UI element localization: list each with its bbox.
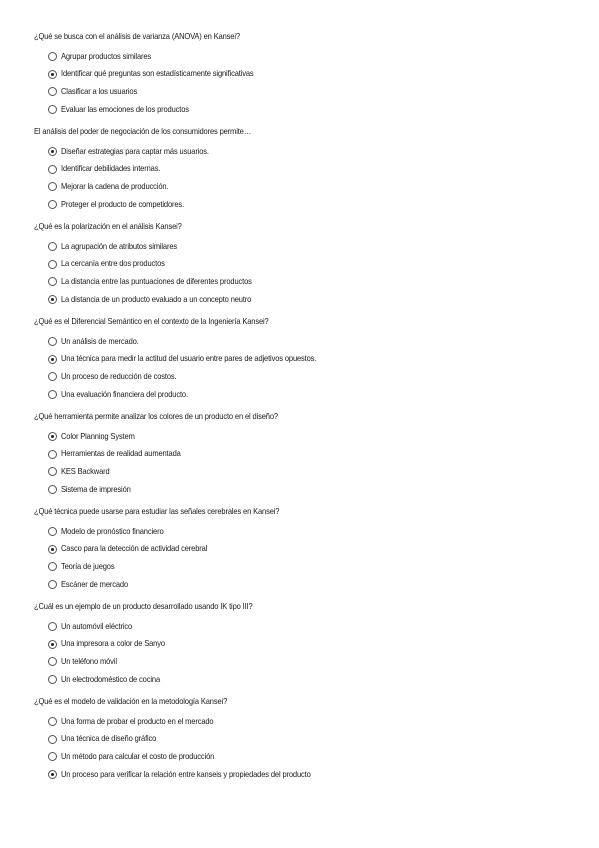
answer-option-label: Una técnica de diseño gráfico: [61, 734, 157, 744]
radio-checked-icon[interactable]: [48, 355, 57, 364]
answer-option-label: Un análisis de mercado.: [61, 336, 139, 346]
radio-unchecked-icon[interactable]: [48, 467, 57, 476]
answer-option-label: Un electrodoméstico de cocina: [61, 674, 161, 684]
answer-option-label: Sistema de impresión: [61, 484, 131, 494]
answer-option[interactable]: [48, 541, 579, 559]
question-text: El análisis del poder de negociación de los consumidores permite…: [34, 127, 252, 136]
answer-option[interactable]: [48, 333, 579, 351]
answer-option[interactable]: [48, 463, 579, 481]
radio-checked-icon[interactable]: [48, 545, 57, 554]
answer-option[interactable]: [48, 351, 579, 369]
answer-option[interactable]: [48, 83, 579, 101]
question-block: [34, 506, 579, 601]
answer-option-label: Una técnica para medir la actitud del usuario entre pares de adjetivos opuestos.: [61, 354, 317, 364]
radio-unchecked-icon[interactable]: [48, 657, 57, 666]
radio-checked-icon[interactable]: [48, 770, 57, 779]
radio-unchecked-icon[interactable]: [48, 485, 57, 494]
answer-option[interactable]: [48, 766, 579, 784]
answer-option-label: Modelo de pronóstico financiero: [61, 526, 164, 536]
radio-unchecked-icon[interactable]: [48, 277, 57, 286]
answer-option-label: Una impresora a color de Sanyo: [61, 639, 165, 649]
answer-option-label: Casco para la detección de actividad cerebral: [61, 544, 208, 554]
answer-option[interactable]: [48, 386, 579, 404]
radio-unchecked-icon[interactable]: [48, 717, 57, 726]
answer-option[interactable]: [48, 731, 579, 749]
radio-unchecked-icon[interactable]: [48, 372, 57, 381]
answer-option-label: Un proceso para verificar la relación entre kanseis y propiedades del producto: [61, 769, 311, 779]
radio-unchecked-icon[interactable]: [48, 52, 57, 61]
answer-option-label: Agrupar productos similares: [61, 51, 152, 61]
question-text: ¿Qué herramienta permite analizar los colores de un producto en el diseño?: [34, 412, 278, 421]
answer-option[interactable]: [48, 66, 579, 84]
answer-option[interactable]: [48, 558, 579, 576]
question-text: ¿Qué se busca con el análisis de varianza (ANOVA) en Kansei?: [34, 32, 240, 41]
answer-option[interactable]: [48, 161, 579, 179]
answer-option[interactable]: [48, 48, 579, 66]
radio-unchecked-icon[interactable]: [48, 562, 57, 571]
radio-unchecked-icon[interactable]: [48, 260, 57, 269]
question-block: [34, 696, 579, 791]
answer-option-label: Un teléfono móvil: [61, 656, 117, 666]
radio-unchecked-icon[interactable]: [48, 450, 57, 459]
answer-option-label: Un método para calcular el costo de producción: [61, 751, 215, 761]
answer-option-label: La distancia entre las puntuaciones de diferentes productos: [61, 276, 252, 286]
radio-unchecked-icon[interactable]: [48, 735, 57, 744]
answer-option-label: Una evaluación financiera del producto.: [61, 389, 188, 399]
answer-option[interactable]: [48, 196, 579, 214]
radio-unchecked-icon[interactable]: [48, 675, 57, 684]
answer-option-label: La cercanía entre dos productos: [61, 259, 165, 269]
answer-option[interactable]: [48, 636, 579, 654]
answer-option-label: Color Planning System: [61, 431, 135, 441]
answer-option[interactable]: [48, 523, 579, 541]
radio-unchecked-icon[interactable]: [48, 337, 57, 346]
question-block: [34, 316, 579, 411]
answer-option-label: Una forma de probar el producto en el mercado: [61, 716, 214, 726]
radio-checked-icon[interactable]: [48, 295, 57, 304]
answer-option[interactable]: [48, 256, 579, 274]
radio-checked-icon[interactable]: [48, 432, 57, 441]
answer-option[interactable]: [48, 291, 579, 309]
answer-option-label: Teoría de juegos: [61, 561, 115, 571]
radio-unchecked-icon[interactable]: [48, 622, 57, 631]
question-block: [34, 221, 579, 316]
radio-unchecked-icon[interactable]: [48, 87, 57, 96]
radio-unchecked-icon[interactable]: [48, 527, 57, 536]
answer-option[interactable]: [48, 101, 579, 119]
radio-unchecked-icon[interactable]: [48, 242, 57, 251]
answer-option[interactable]: [48, 653, 579, 671]
answer-option[interactable]: [48, 446, 579, 464]
question-text: ¿Qué es el Diferencial Semántico en el contexto de la Ingeniería Kansei?: [34, 317, 269, 326]
answer-option-label: Clasificar a los usuarios: [61, 86, 138, 96]
radio-unchecked-icon[interactable]: [48, 105, 57, 114]
quiz-list: [34, 31, 579, 791]
question-text: ¿Cuál es un ejemplo de un producto desarrollado usando IK tipo III?: [34, 602, 253, 611]
answer-option-label: La distancia de un producto evaluado a un concepto neutro: [61, 294, 252, 304]
question-text: ¿Qué es el modelo de validación en la metodología Kansei?: [34, 697, 228, 706]
answer-option[interactable]: [48, 576, 579, 594]
radio-unchecked-icon[interactable]: [48, 200, 57, 209]
answer-option-label: Herramientas de realidad aumentada: [61, 449, 181, 459]
radio-unchecked-icon[interactable]: [48, 182, 57, 191]
radio-unchecked-icon[interactable]: [48, 165, 57, 174]
question-text: ¿Qué es la polarización en el análisis Kansei?: [34, 222, 182, 231]
answer-option-label: Proteger el producto de competidores.: [61, 199, 185, 209]
question-block: [34, 411, 579, 506]
answer-option-label: Un automóvil eléctrico: [61, 621, 133, 631]
answer-option[interactable]: [48, 671, 579, 689]
answer-option-label: La agrupación de atributos similares: [61, 241, 178, 251]
answer-option[interactable]: [48, 273, 579, 291]
answer-option-label: Diseñar estrategias para captar más usuarios.: [61, 146, 209, 156]
answer-option-label: KES Backward: [61, 466, 110, 476]
answer-option-label: Escáner de mercado: [61, 579, 129, 589]
answer-option[interactable]: [48, 428, 579, 446]
answer-option[interactable]: [48, 748, 579, 766]
answer-option[interactable]: [48, 238, 579, 256]
answer-option[interactable]: [48, 368, 579, 386]
answer-option[interactable]: [48, 618, 579, 636]
radio-unchecked-icon[interactable]: [48, 390, 57, 399]
answer-option-label: Evaluar las emociones de los productos: [61, 104, 189, 114]
question-text: ¿Qué técnica puede usarse para estudiar las señales cerebrales en Kansei?: [34, 507, 280, 516]
radio-checked-icon[interactable]: [48, 147, 57, 156]
radio-checked-icon[interactable]: [48, 640, 57, 649]
answer-option[interactable]: [48, 481, 579, 499]
answer-option[interactable]: [48, 713, 579, 731]
radio-checked-icon[interactable]: [48, 70, 57, 79]
radio-unchecked-icon[interactable]: [48, 752, 57, 761]
answer-option-label: Identificar debilidades internas.: [61, 164, 161, 174]
question-block: [34, 31, 579, 126]
answer-option[interactable]: [48, 143, 579, 161]
answer-option[interactable]: [48, 178, 579, 196]
answer-option-label: Un proceso de reducción de costos.: [61, 371, 177, 381]
answer-option-label: Mejorar la cadena de producción.: [61, 181, 169, 191]
radio-unchecked-icon[interactable]: [48, 580, 57, 589]
question-block: [34, 601, 579, 696]
question-block: [34, 126, 579, 221]
answer-option-label: Identificar qué preguntas son estadísticamente significativas: [61, 69, 254, 79]
